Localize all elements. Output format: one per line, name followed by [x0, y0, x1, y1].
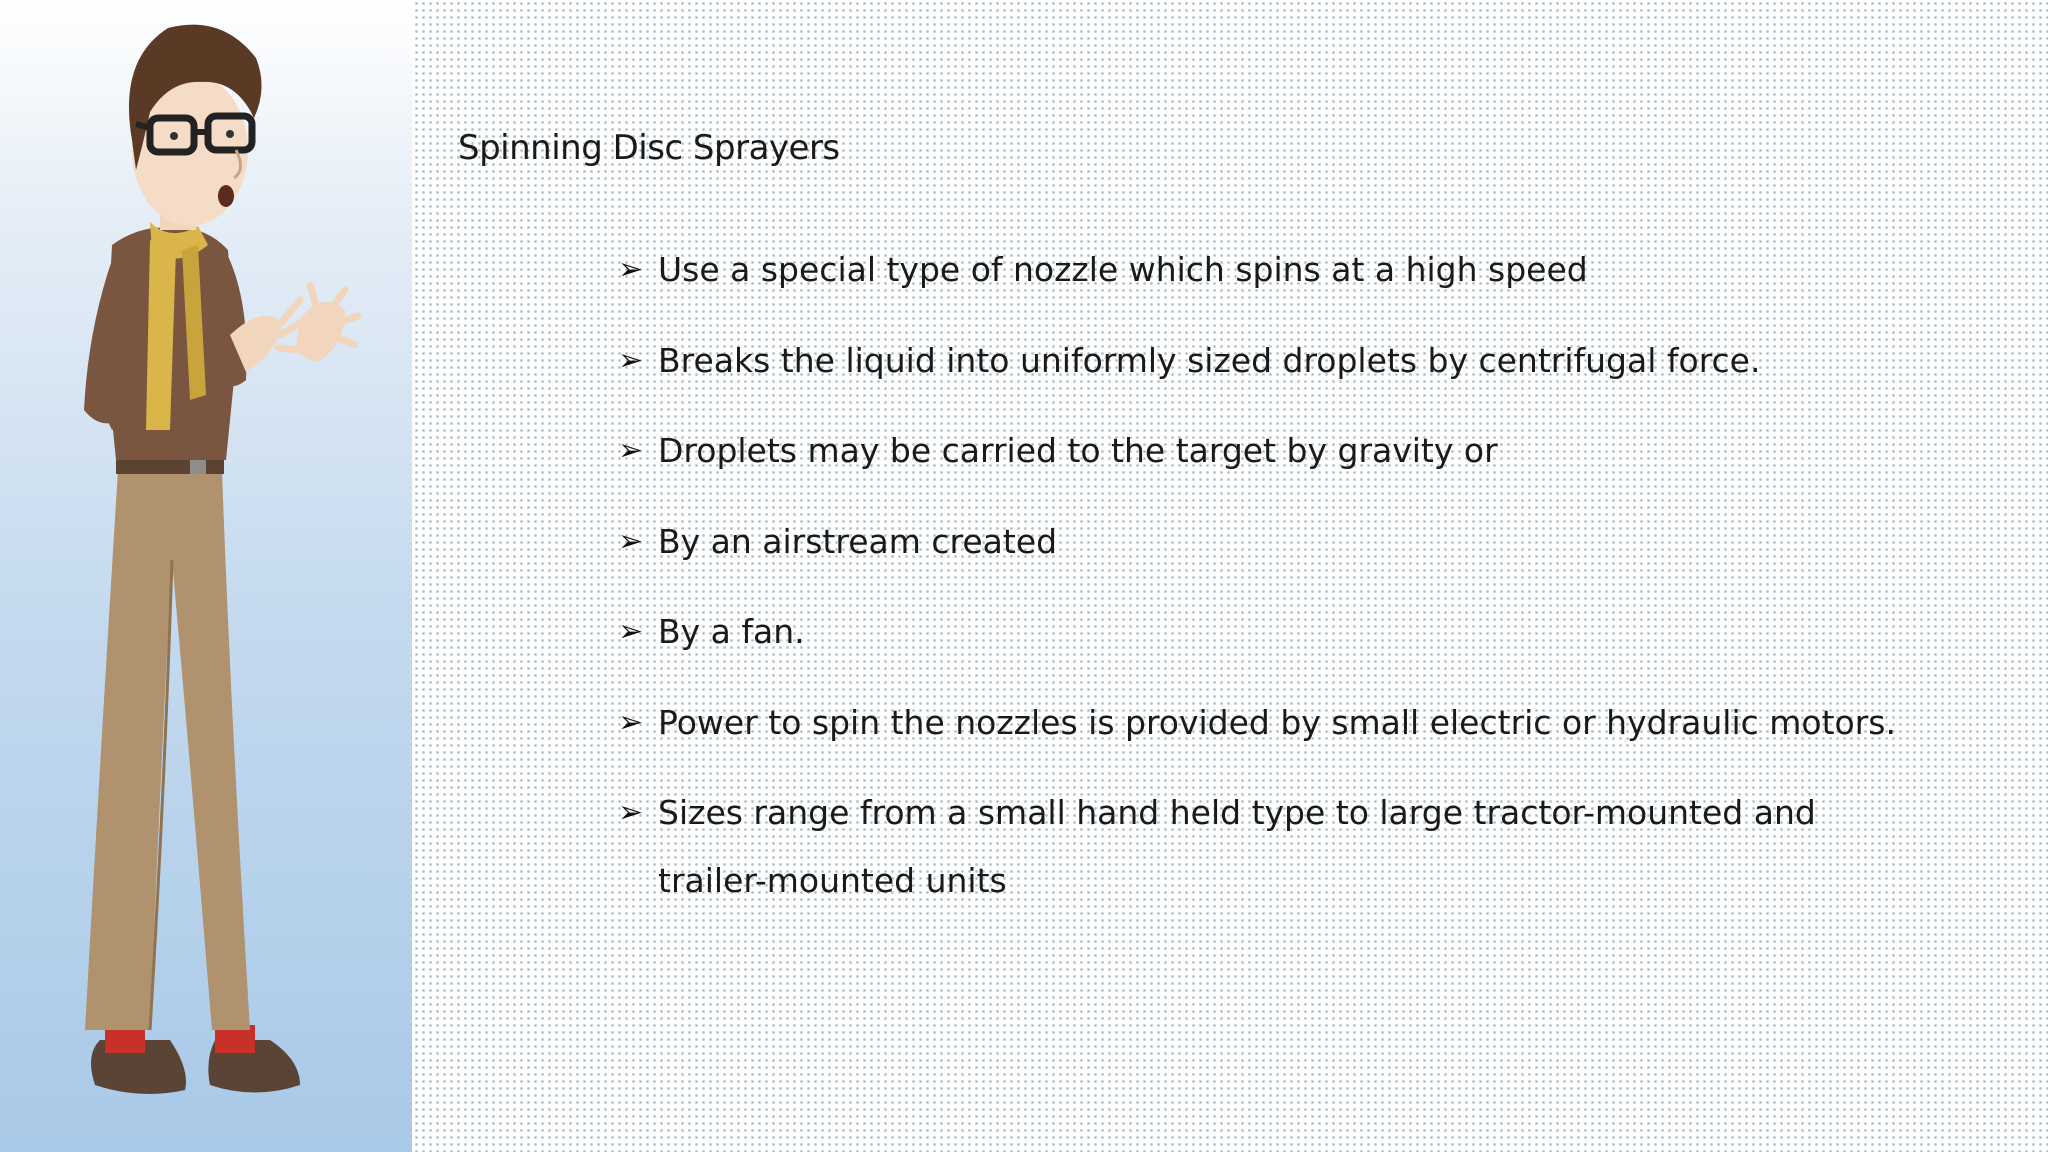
- arrowhead-bullet-icon: ➢: [618, 342, 644, 378]
- bullet-text: Droplets may be carried to the target by gravity or: [658, 431, 1498, 470]
- bullet-text: Sizes range from a small hand held type to large tractor-mounted and trailer-mounted units: [658, 793, 1816, 900]
- arrowhead-bullet-icon: ➢: [618, 704, 644, 740]
- bullet-text: Breaks the liquid into uniformly sized droplets by centrifugal force.: [658, 340, 1761, 380]
- bullet-item: [618, 417, 1918, 485]
- arrowhead-bullet-icon: ➢: [618, 252, 644, 287]
- bullet-item: [618, 236, 1918, 304]
- cartoon-man-illustration: [0, 0, 412, 1152]
- bullet-item: [618, 779, 1918, 915]
- bullet-item: [618, 689, 1918, 757]
- bullet-text: By an airstream created: [658, 521, 1058, 561]
- slide-title: Spinning Disc Sprayers: [458, 128, 840, 168]
- arrowhead-bullet-icon: ➢: [618, 523, 644, 559]
- bullet-text: By a fan.: [658, 612, 805, 651]
- bullet-text: Use a special type of nozzle which spins at a high speed: [658, 250, 1588, 289]
- bullet-list: [618, 236, 1918, 938]
- bullet-item: [618, 327, 1918, 395]
- bullet-item: [618, 598, 1918, 666]
- bullet-text: Power to spin the nozzles is provided by small electric or hydraulic motors.: [658, 702, 1896, 742]
- arrowhead-bullet-icon: ➢: [618, 433, 644, 468]
- bullet-item: [618, 508, 1918, 576]
- arrowhead-bullet-icon: ➢: [618, 795, 644, 830]
- arrowhead-bullet-icon: ➢: [618, 614, 644, 649]
